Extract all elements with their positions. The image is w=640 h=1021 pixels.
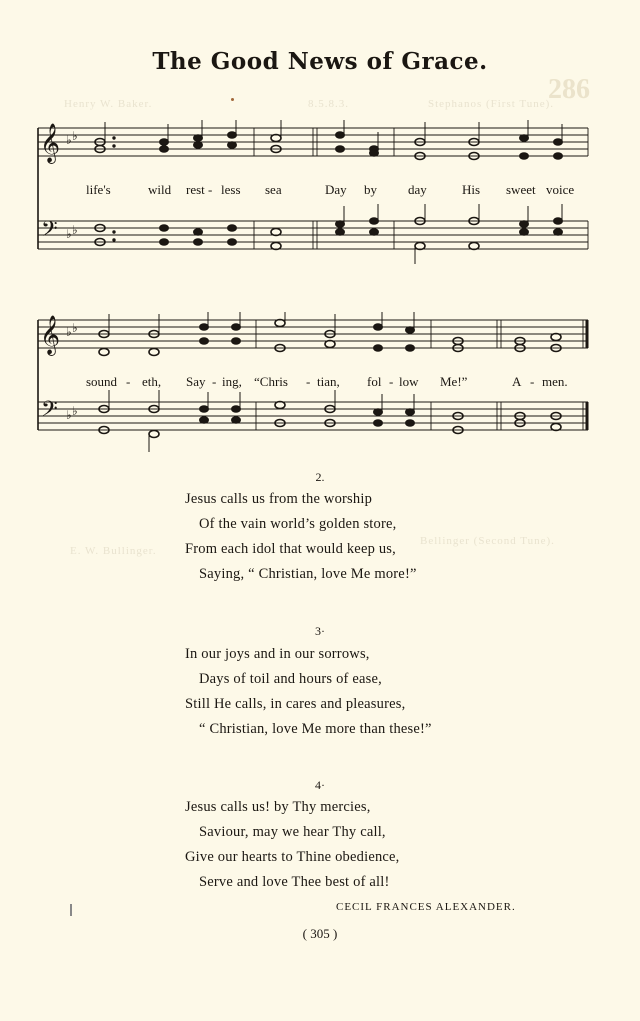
page-number: ( 305 ) bbox=[302, 926, 338, 941]
verse-number: 3· bbox=[315, 624, 325, 638]
verse-number: 4· bbox=[315, 778, 325, 792]
lyric-word: day bbox=[408, 182, 427, 197]
lyric-word: eth, bbox=[142, 374, 162, 389]
verse-line: In our joys and in our sorrows, bbox=[185, 646, 370, 662]
lyric-word: low bbox=[399, 374, 419, 389]
svg-text:𝄞: 𝄞 bbox=[40, 315, 61, 355]
svg-text:♭: ♭ bbox=[66, 133, 72, 147]
lyric-word: less bbox=[221, 182, 241, 197]
verse-line: “ Christian, love Me more than these!” bbox=[199, 721, 432, 737]
svg-text:♭: ♭ bbox=[72, 129, 78, 143]
lyric-word: - bbox=[212, 374, 217, 389]
svg-text:♭: ♭ bbox=[66, 408, 72, 422]
verse-line: Jesus calls us! by Thy mercies, bbox=[185, 799, 371, 815]
lyric-word: - bbox=[208, 182, 213, 197]
lyric-word: “Chris bbox=[254, 374, 288, 389]
lyric-word: Say bbox=[186, 374, 206, 389]
lyric-word: A bbox=[512, 374, 522, 389]
hymn-title: The Good News of Grace. bbox=[152, 48, 488, 75]
lyric-word: men. bbox=[542, 374, 568, 389]
verse-line: Days of toil and hours of ease, bbox=[199, 671, 382, 687]
verse-line: Still He calls, in cares and pleasures, bbox=[185, 696, 406, 712]
bleed-header-right: Stephanos (First Tune). bbox=[428, 98, 554, 110]
svg-text:𝄢: 𝄢 bbox=[41, 397, 58, 427]
lyric-word: rest bbox=[186, 182, 205, 197]
lyric-word: life's bbox=[86, 182, 111, 197]
verse-line: Saviour, may we hear Thy call, bbox=[199, 824, 386, 840]
svg-text:𝄞: 𝄞 bbox=[40, 123, 61, 163]
verse-line: Saying, “ Christian, love Me more!” bbox=[199, 566, 417, 582]
verse-line: Serve and love Thee best of all! bbox=[199, 874, 390, 890]
svg-text:♭: ♭ bbox=[66, 325, 72, 339]
lyric-word: tian, bbox=[317, 374, 340, 389]
bleed-second-left: Bellinger (Second Tune). bbox=[420, 535, 555, 547]
svg-text:♭: ♭ bbox=[72, 223, 78, 237]
lyric-word: sound bbox=[86, 374, 118, 389]
bleed-header-left: Henry W. Baker. bbox=[64, 98, 153, 110]
svg-text:♭: ♭ bbox=[72, 404, 78, 418]
bleed-second-right: E. W. Bullinger. bbox=[70, 545, 157, 557]
svg-text:♭: ♭ bbox=[66, 227, 72, 241]
lyric-word: - bbox=[126, 374, 131, 389]
verse-line: From each idol that would keep us, bbox=[185, 541, 396, 557]
lyric-word: Day bbox=[325, 182, 347, 197]
gutter-mark bbox=[70, 904, 72, 916]
lyric-word: - bbox=[306, 374, 311, 389]
lyric-word: sweet bbox=[506, 182, 536, 197]
bleed-page-number: 286 bbox=[548, 74, 590, 105]
svg-text:♭: ♭ bbox=[72, 321, 78, 335]
lyric-word: ing, bbox=[222, 374, 242, 389]
ink-mark bbox=[231, 98, 234, 101]
verse-line: Of the vain world’s golden store, bbox=[199, 516, 397, 532]
lyric-word: voice bbox=[546, 182, 575, 197]
svg-text:𝄢: 𝄢 bbox=[41, 217, 58, 247]
lyric-word: sea bbox=[265, 182, 282, 197]
verse-line: Jesus calls us from the worship bbox=[185, 491, 373, 507]
verse-number: 2. bbox=[315, 470, 325, 484]
lyric-word: - bbox=[389, 374, 394, 389]
lyric-word: fol bbox=[367, 374, 382, 389]
bleed-header-mid: 8.5.8.3. bbox=[308, 98, 349, 110]
lyric-word: - bbox=[530, 374, 535, 389]
lyric-word: wild bbox=[148, 182, 172, 197]
lyric-word: Me!” bbox=[440, 374, 468, 389]
verse-line: Give our hearts to Thine obedience, bbox=[185, 849, 400, 865]
lyric-word: His bbox=[462, 182, 481, 197]
lyric-word: by bbox=[364, 182, 377, 197]
author-credit: CECIL FRANCES ALEXANDER. bbox=[336, 901, 516, 913]
